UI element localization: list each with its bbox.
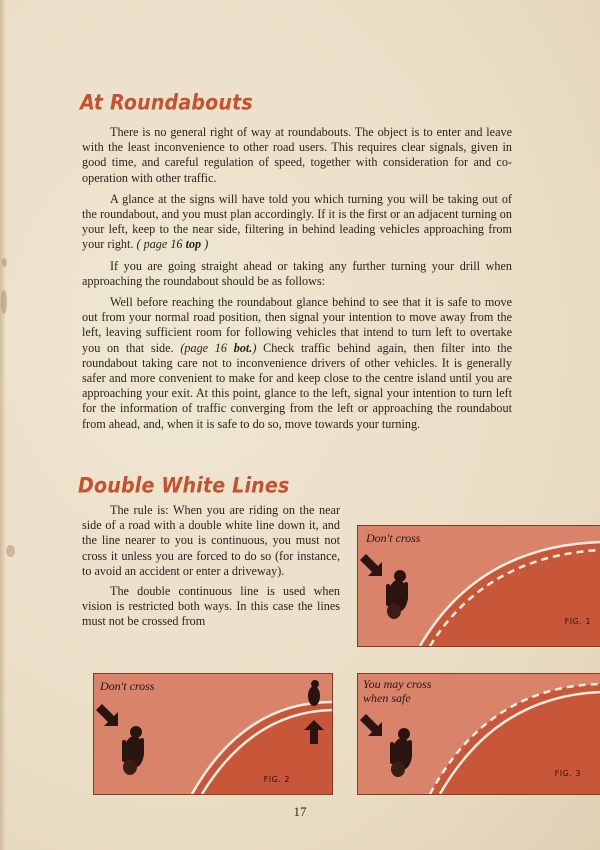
page-reference-bold: bot. <box>233 340 253 355</box>
roundabouts-text <box>82 125 512 438</box>
paragraph <box>82 295 512 432</box>
paragraph-text: A glance at the signs will have told you which turning you will be taking out of the roundabout, and you must plan accordingly. If it is the first or an adjacent turning on your left, keep to the near side, filtering in behind leading vehicles approaching from your right. <box>82 191 512 252</box>
paragraph <box>82 192 512 253</box>
page-number: 17 <box>293 804 307 819</box>
heading-double-white-lines: Double White Lines <box>78 473 290 498</box>
paragraph: There is no general right of way at roundabouts. The object is to enter and leave with the least inconvenience to other road users. This requires clear signals, given in good time, and careful regulation of speed, together with consideration for and co-operation with other traffic. <box>82 125 512 185</box>
figure-3-caption <box>363 677 431 705</box>
paper-stain <box>6 545 15 557</box>
heading-roundabouts: At Roundabouts <box>80 90 253 115</box>
page-reference-close: ) <box>252 340 257 355</box>
double-white-lines-text <box>82 503 340 635</box>
page-edge <box>0 0 6 850</box>
figure-1-caption: Don't cross <box>366 531 421 545</box>
page-reference-close: ) <box>201 237 209 252</box>
paragraph: The double continuous line is used when vision is restricted both ways. In this case the lines must not be crossed from <box>82 584 340 629</box>
figure-3 <box>357 673 600 795</box>
page-reference-bold: top <box>185 237 202 252</box>
paragraph: The rule is: When you are riding on the near side of a road with a double white line down it, and the line nearer to you is continuous, you must not cross it unless you are forced to do so (for instance, to avoid an accident or enter a driveway). <box>82 503 340 578</box>
figure-3-label: FIG. 3 <box>554 769 581 778</box>
figure-2 <box>93 673 333 795</box>
paragraph: If you are going straight ahead or taking any further turning your drill when approaching the roundabout should be as follows: <box>82 258 512 288</box>
figure-1-label: FIG. 1 <box>564 617 591 626</box>
page-reference-text: (page 16 <box>180 340 234 355</box>
arrow-icon <box>304 720 324 744</box>
figure-3-caption-line: You may cross <box>363 677 432 691</box>
paragraph-text: Check traffic behind again, then filter into the roundabout taking care not to inconvenience drivers of other vehicles. It is generally safer and more convenient to make for and keep close to the centre island until you are approaching your exit. At this point, glance to the left, signal your intention to turn left for the information of traffic converging from the left or approaching the roundabout from ahead, and, when it is safe to do so, move towards your turning. <box>82 340 513 431</box>
paper-stain <box>1 290 7 314</box>
figure-2-label: FIG. 2 <box>263 775 290 784</box>
paragraph-text: Well before reaching the roundabout glance behind to see that it is safe to move out from your normal road position, then signal your intention to move away from the left, leaving sufficient room for following vehicles that intend to turn left to overtake you on that side. <box>82 295 512 355</box>
page-reference-text: ( page 16 <box>136 237 186 252</box>
page-reference <box>180 341 256 355</box>
figure-2-caption: Don't cross <box>100 679 155 693</box>
figure-3-caption-line: when safe <box>363 691 411 705</box>
figure-1 <box>357 525 600 647</box>
page-reference <box>137 237 209 251</box>
paper-stain <box>2 258 7 267</box>
